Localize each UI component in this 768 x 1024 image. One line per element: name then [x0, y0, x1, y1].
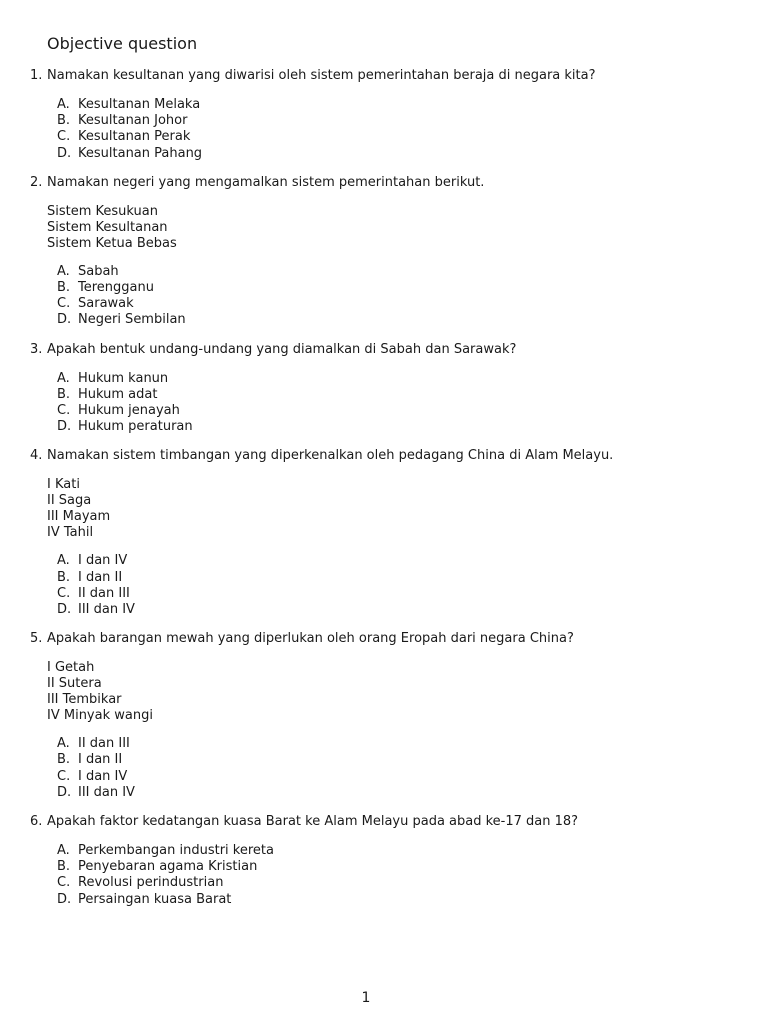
choice-text: Negeri Sembilan	[78, 312, 186, 328]
question-stem	[0, 813, 768, 831]
choice-text: Hukum kanun	[78, 370, 169, 386]
question-stem	[0, 67, 768, 85]
answer-choice	[0, 785, 768, 801]
answer-choice	[0, 296, 768, 312]
answer-choice	[0, 752, 768, 768]
statement-item: II Saga	[47, 493, 92, 509]
answer-choice	[0, 736, 768, 752]
choice-text: Terengganu	[78, 280, 154, 296]
statement-item: Sistem Ketua Bebas	[47, 235, 177, 251]
answer-choice	[0, 280, 768, 296]
answer-choices	[0, 97, 768, 162]
answer-choice	[0, 553, 768, 569]
statement-list	[0, 477, 768, 541]
choice-letter: D.	[57, 145, 72, 161]
answer-choice	[0, 859, 768, 875]
choice-text: I dan II	[78, 569, 123, 585]
choice-letter: D.	[57, 602, 72, 618]
question-item	[0, 67, 768, 162]
question-list	[0, 67, 768, 920]
choice-letter: C.	[57, 875, 71, 891]
statement-item: III Mayam	[47, 509, 111, 525]
question-item	[0, 630, 768, 801]
statement-item: IV Minyak wangi	[47, 708, 153, 724]
answer-choice	[0, 146, 768, 162]
statement-item: IV Tahil	[47, 525, 94, 541]
answer-choice	[0, 312, 768, 328]
answer-choice	[0, 97, 768, 113]
question-item	[0, 813, 768, 908]
answer-choices	[0, 553, 768, 618]
choice-text: Hukum adat	[78, 386, 158, 402]
answer-choice	[0, 769, 768, 785]
choice-letter: B.	[57, 386, 71, 402]
question-text: Apakah faktor kedatangan kuasa Barat ke Alam Melayu pada abad ke-17 dan 18?	[47, 814, 579, 830]
question-item	[0, 174, 768, 329]
statement-list	[0, 660, 768, 724]
choice-text: Hukum jenayah	[78, 403, 180, 419]
question-number: 4.	[30, 448, 43, 464]
answer-choice	[0, 264, 768, 280]
answer-choices	[0, 264, 768, 329]
choice-letter: D.	[57, 784, 72, 800]
question-number: 3.	[30, 341, 43, 357]
choice-text: Hukum peraturan	[78, 419, 193, 435]
choice-text: Penyebaran agama Kristian	[78, 859, 258, 875]
page-heading: Objective question	[47, 34, 198, 53]
answer-choice	[0, 419, 768, 435]
question-number: 1.	[30, 68, 43, 83]
choice-letter: A.	[57, 553, 70, 569]
choice-letter: B.	[57, 859, 71, 875]
question-number: 5.	[30, 631, 43, 647]
question-item	[0, 341, 768, 436]
choice-letter: C.	[57, 585, 71, 601]
choice-letter: D.	[57, 419, 72, 435]
statement-item: Sistem Kesukuan	[47, 203, 158, 219]
choice-text: Kesultanan Pahang	[78, 145, 203, 161]
answer-choice	[0, 843, 768, 859]
question-text: Namakan sistem timbangan yang diperkenalkan oleh pedagang China di Alam Melayu.	[47, 448, 614, 464]
question-text: Namakan kesultanan yang diwarisi oleh sistem pemerintahan beraja di negara kita?	[47, 68, 596, 83]
choice-text: Kesultanan Melaka	[78, 97, 201, 112]
answer-choices	[0, 736, 768, 801]
choice-text: Revolusi perindustrian	[78, 875, 224, 891]
choice-letter: A.	[57, 97, 70, 112]
choice-letter: B.	[57, 280, 71, 296]
choice-text: III dan IV	[78, 784, 135, 800]
answer-choices	[0, 843, 768, 908]
choice-letter: C.	[57, 403, 71, 419]
statement-list	[0, 204, 768, 252]
choice-letter: C.	[57, 129, 71, 145]
question-text: Namakan negeri yang mengamalkan sistem pemerintahan berikut.	[47, 174, 485, 190]
choice-text: I dan II	[78, 752, 123, 768]
choice-letter: B.	[57, 569, 71, 585]
question-stem	[0, 447, 768, 465]
answer-choice	[0, 875, 768, 891]
choice-text: I dan IV	[78, 768, 128, 784]
answer-choice	[0, 113, 768, 129]
question-text: Apakah barangan mewah yang diperlukan oleh orang Eropah dari negara China?	[47, 631, 574, 647]
choice-letter: A.	[57, 263, 70, 279]
answer-choice	[0, 387, 768, 403]
choice-letter: A.	[57, 843, 70, 859]
choice-text: III dan IV	[78, 602, 135, 618]
choice-text: Sarawak	[78, 296, 134, 312]
choice-text: Kesultanan Perak	[78, 129, 191, 145]
choice-text: Kesultanan Johor	[78, 113, 188, 129]
choice-letter: D.	[57, 891, 72, 907]
question-number: 6.	[30, 814, 43, 830]
statement-item: Sistem Kesultanan	[47, 219, 168, 235]
choice-letter: A.	[57, 370, 70, 386]
answer-choice	[0, 371, 768, 387]
choice-letter: D.	[57, 312, 72, 328]
choice-letter: C.	[57, 768, 71, 784]
answer-choice	[0, 403, 768, 419]
choice-letter: C.	[57, 296, 71, 312]
statement-item: I Kati	[47, 477, 80, 493]
answer-choice	[0, 892, 768, 908]
statement-item: II Sutera	[47, 676, 102, 692]
answer-choice	[0, 586, 768, 602]
choice-letter: B.	[57, 113, 71, 129]
question-stem	[0, 341, 768, 359]
choice-text: Persaingan kuasa Barat	[78, 891, 232, 907]
choice-letter: A.	[57, 736, 70, 752]
statement-item: III Tembikar	[47, 692, 122, 708]
choice-text: II dan III	[78, 585, 130, 601]
choice-text: Sabah	[78, 263, 119, 279]
page-number: 1	[361, 990, 371, 1006]
question-stem	[0, 630, 768, 648]
question-item	[0, 447, 768, 618]
statement-item: I Getah	[47, 660, 95, 676]
answer-choice	[0, 570, 768, 586]
answer-choice	[0, 602, 768, 618]
choice-text: I dan IV	[78, 553, 128, 569]
question-stem	[0, 174, 768, 192]
choice-letter: B.	[57, 752, 71, 768]
question-text: Apakah bentuk undang-undang yang diamalkan di Sabah dan Sarawak?	[47, 341, 517, 357]
answer-choices	[0, 371, 768, 436]
answer-choice	[0, 129, 768, 145]
question-number: 2.	[30, 174, 43, 190]
choice-text: Perkembangan industri kereta	[78, 843, 274, 859]
choice-text: II dan III	[78, 736, 130, 752]
